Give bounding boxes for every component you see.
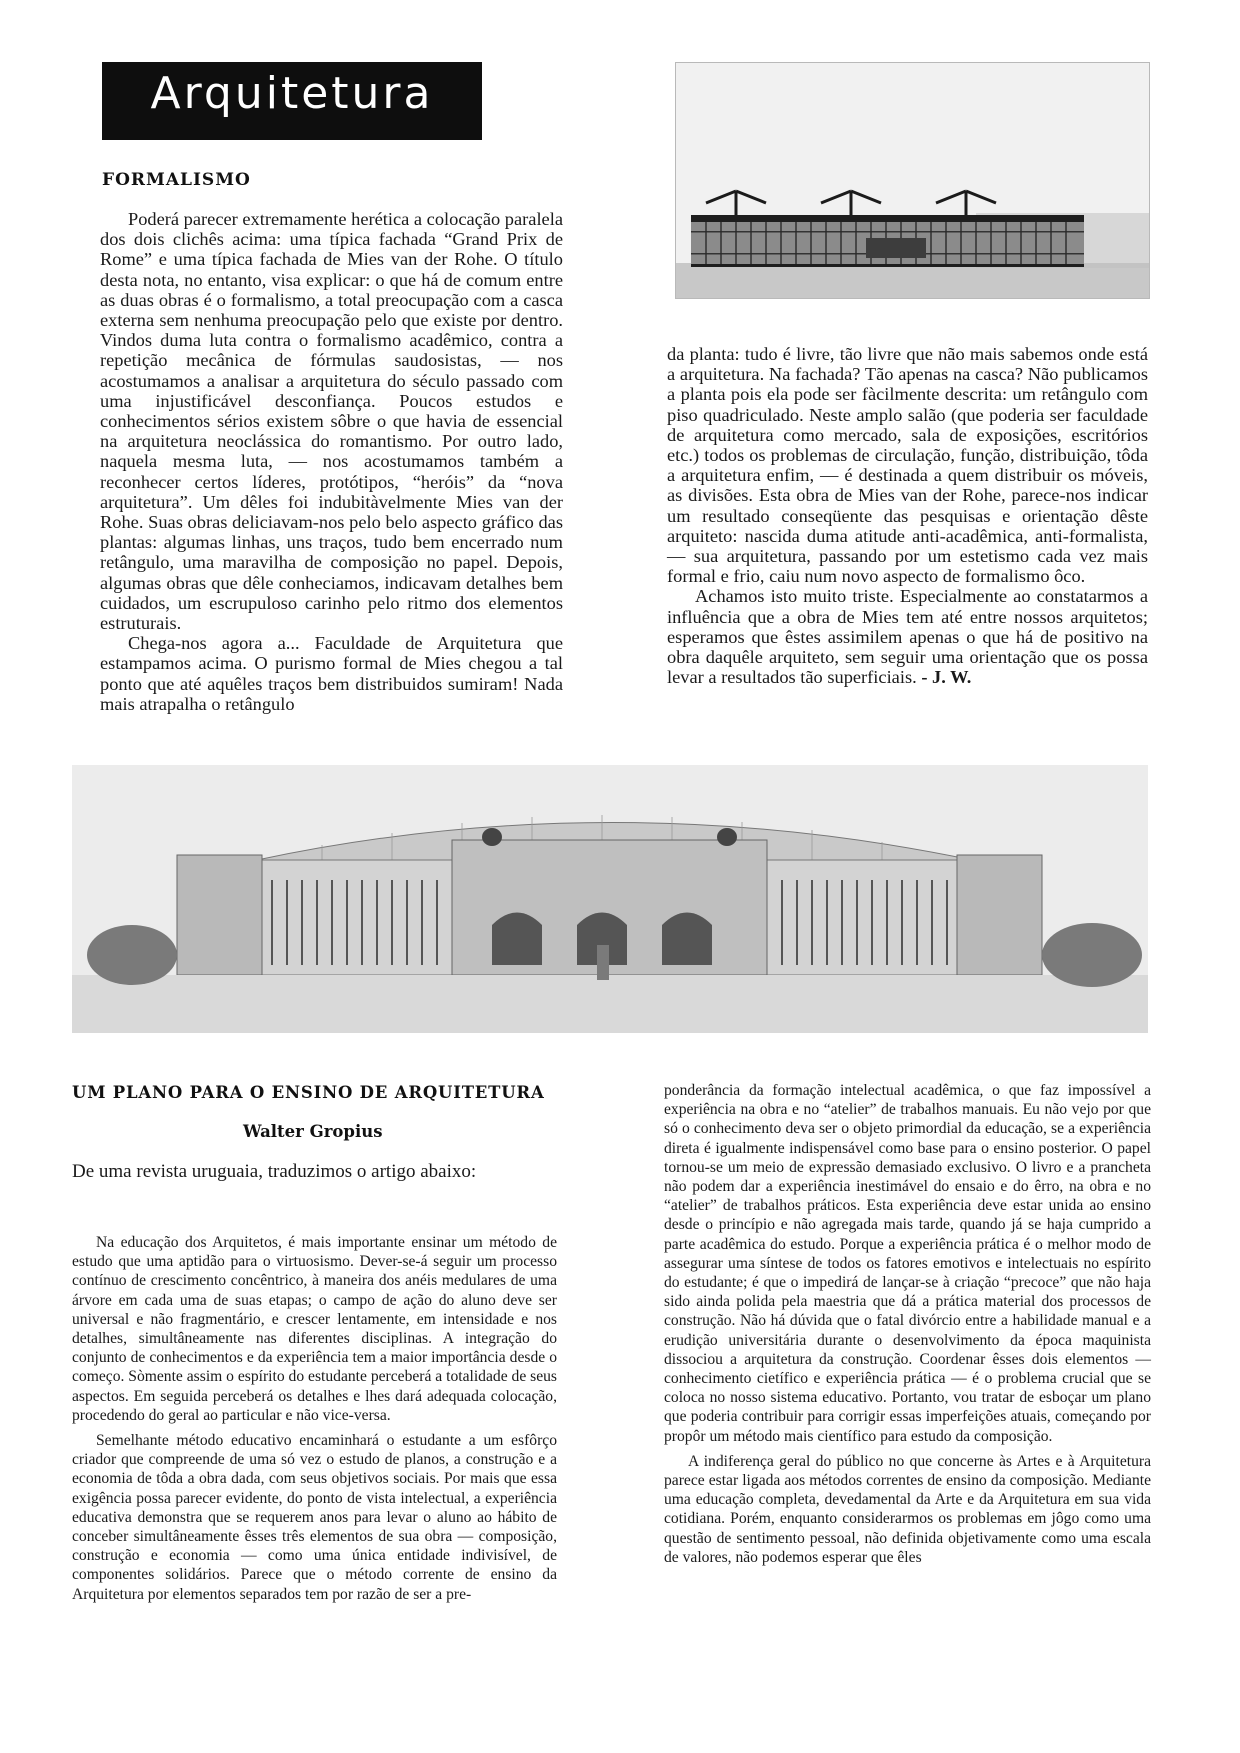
gropius-column-right bbox=[664, 1081, 1151, 1573]
section-banner bbox=[102, 62, 482, 140]
banner-title: Arquitetura bbox=[150, 68, 434, 119]
mies-building-illustration bbox=[676, 63, 1149, 298]
paragraph: Poderá parecer extremamente herética a colocação paralela dos dois clichês acima: uma típica fachada “Grand Prix de Rome” e uma típica fachada de Mies van der Rohe. O título desta nota, no entanto, visa explicar: o que há de comum entre as duas obras é o formalismo, a total preocupação com a casca externa sem nenhuma preocupação pelo que existe por dentro. Vindos duma luta contra o formalismo acadêmico, contra a repetição mecânica de fórmulas saudosistas, — nos acostumamos a analisar a arquitetura do século passado com uma injustificável desconfiança. Poucos estudos e conhecimentos sérios existem sôbre o que havia de essencial na arquitetura neoclássica do romantismo. Por outro lado, naquela mesma luta, — nos acostumamos também a reconhecer certos líderes, protótipos, “heróis” da “nova arquitetura”. Um dêles foi indubitàvelmente Mies van der Rohe. Suas obras deliciavam-nos pelo belo aspecto gráfico das plantas: algumas linhas, uns traços, tudo bem encerrado num retângulo, uma maravilha de composição no papel. Depois, algumas obras que dêle conheciamos, indicavam detalhes bem cuidados, um escrupuloso carinho pelo ritmo dos elementos estruturais. bbox=[100, 209, 563, 634]
paragraph: Na educação dos Arquitetos, é mais importante ensinar um método de estudo que uma aptidão para o virtuosismo. Dever-se-á seguir um processo contínuo de crescimento concêntrico, à maneira dos anéis medulares de uma árvore em cada uma de suas etapas; o campo de ação do aluno deve ser universal e não fragmentário, e crescer lentamente, em intensidade e nos detalhes, simultâneamente nas diferentes disciplinas. A integração do conjunto de conhecimentos e da experiência tem a maior importância desde o começo. Sòmente assim o espírito do estudante perceberá a totalidade de seus aspectos. Em seguida perceberá os detalhes e lhes dará adequada colocação, procedendo do geral ao particular e não vice-versa. bbox=[72, 1234, 557, 1424]
section-title-plano-ensino: UM PLANO PARA O ENSINO DE ARQUITETURA bbox=[72, 1083, 545, 1102]
formalismo-column-left bbox=[100, 209, 563, 714]
paragraph: A indiferença geral do público no que concerne às Artes e à Arquitetura parece estar ligada aos métodos correntes de ensino da composição. Mediante uma educação completa, devedamental da Arte e da Arquitetura em sua vida cotidiana. Porém, enquanto considerarmos os problemas em jôgo como uma questão de sentimento pessoal, não definida objetivamente como uma escala de valores, não podemos esperar que êles bbox=[664, 1452, 1151, 1566]
paragraph: da planta: tudo é livre, tão livre que não mais sabemos onde está a arquitetura. Na fachada? Tão apenas na casca? Não publicamos a planta pois ela pode ser fàcilmente descrita: um retângulo com piso quadriculado. Neste amplo salão (que poderia ser faculdade de arquitetura como mercado, sala de exposições, escritórios etc.) todos os problemas de circulação, função, distribuição, tôda a arquitetura enfim, — é destinada a quem distribuir os móveis, as divisões. Esta obra de Mies van der Rohe, parece-nos indicar um resultado conseqüente das pesquisas e orientação dêste arquiteto: nascida duma atitude anti-acadêmica, anti-formalista, — sua arquitetura, passando por um estetismo cada vez mais formal e frio, caiu num novo aspecto de formalismo ôco. bbox=[667, 344, 1148, 587]
section-title-formalismo: FORMALISMO bbox=[102, 170, 251, 190]
gropius-column-left bbox=[72, 1233, 557, 1610]
signature: - J. W. bbox=[921, 667, 972, 688]
formalismo-column-right bbox=[667, 344, 1148, 687]
paragraph: ponderância da formação intelectual acadêmica, o que faz impossível a experiência na obra e no “atelier” de trabalhos manuais. Eu não vejo por que só o conhecimento deva ser o objeto primordial da educação, se a experiência direta é igualmente indispensável como base para o ensino posterior. O papel tornou-se um meio de expressão demasiado exclusivo. O livro e a prancheta não podem dar a experiência inestimável do ensaio e do êrro, na obra e no “atelier” de trabalhos práticos. Esta experiência deve estar unida ao ensino desde o princípio e não agregada mais tarde, quando já se haja cumprido a parte acadêmica do estudo. Porque a experiência prática é o melhor modo de assegurar uma síntese de todos os fatores emotivos e intelectuais no espírito do estudante; é que o impedirá de lançar-se à criação “precoce” que não haja sido ainda polida pela maestria que dá a prática material dos processos de construção. Não há dúvida que o fatal divórcio entre a habilidade manual e a erudição universitária durante o desenvolvimento da época maquinista dissociou a arquitetura da construção. Coordenar êsses dois elementos — conhecimento cietífico e experiência prática — é o problema crucial que se coloca no nosso sistema educativo. Portanto, vou tratar de esboçar um plano que poderia contribuir para corrigir essas imperfeições atuais, começando por propôr um método mais científico para estudo da composição. bbox=[664, 1082, 1151, 1445]
grand-prix-facade-illustration bbox=[72, 765, 1148, 1033]
mies-building-photo bbox=[675, 62, 1150, 299]
paragraph bbox=[667, 586, 1148, 687]
paragraph-text: Achamos isto muito triste. Especialmente ao constatarmos a influência que a obra de Mies tem até entre nossos arquitetos; esperamos que êstes assimilem apenas o que há de positivo na obra daquêle arquiteto, sem seguir uma orientação que os possa levar a resultados tão superficiais. bbox=[667, 586, 1148, 688]
article-author: Walter Gropius bbox=[243, 1122, 383, 1141]
article-intro: De uma revista uruguaia, traduzimos o artigo abaixo: bbox=[72, 1161, 477, 1182]
grand-prix-facade-drawing bbox=[72, 765, 1148, 1033]
paragraph: Chega-nos agora a... Faculdade de Arquitetura que estampamos acima. O purismo formal de Mies chegou a tal ponto que até aquêles traços bem distribuidos sumiram! Nada mais atrapalha o retângulo bbox=[100, 633, 563, 714]
paragraph: Semelhante método educativo encaminhará o estudante a um esfôrço criador que compreende de uma só vez o estudo de planos, a construção e a economia de tôda a obra dada, com seus objetivos sociais. Por mais que essa exigência possa parecer evidente, do ponto de vista intelectual, a experiência educativa demonstra que se requerem anos para levar o aluno ao hábito de conceber simultâneamente êsses três elementos de sua obra — composição, construção e economia — como uma única entidade indivisível, de componentes solidários. Parece que o método corrente de ensino da Arquitetura por elementos separados tem por razão de ser a pre- bbox=[72, 1432, 557, 1603]
